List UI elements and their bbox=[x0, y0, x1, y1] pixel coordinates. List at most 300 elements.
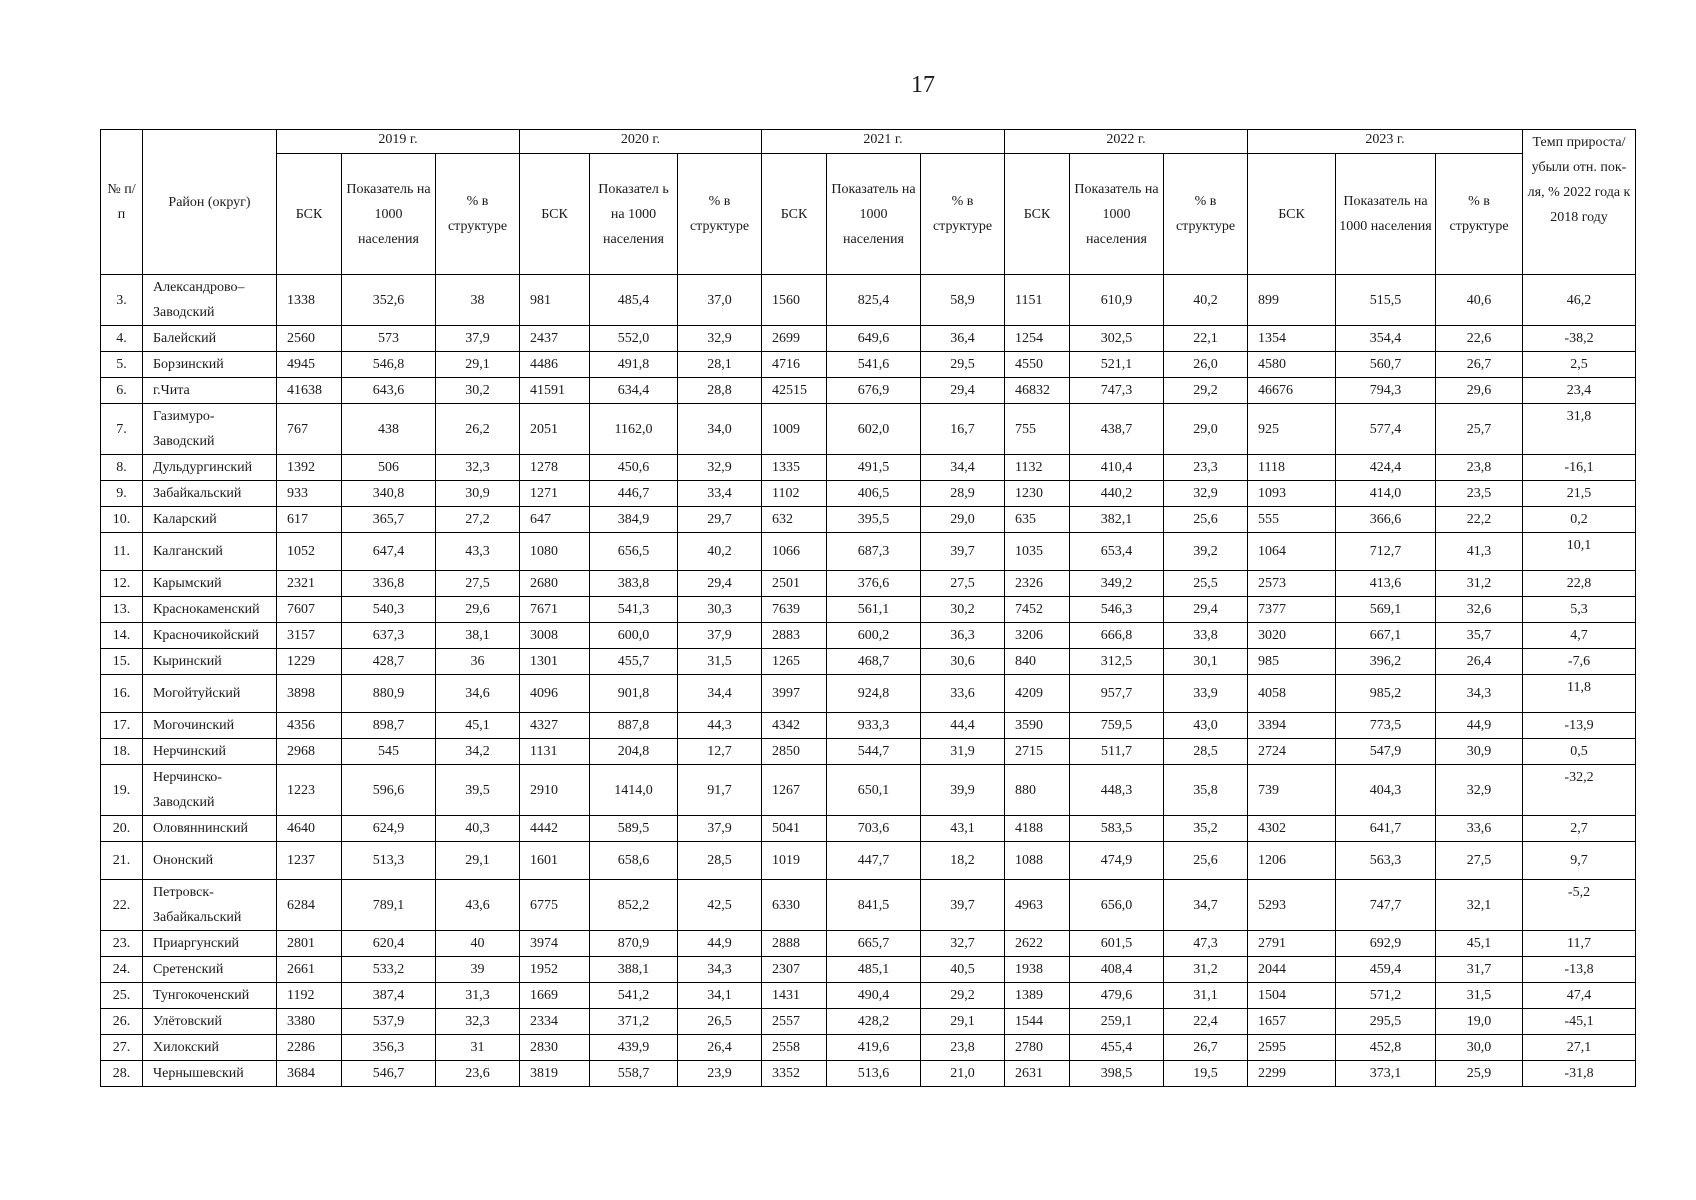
bsk-value: 1019 bbox=[762, 842, 827, 880]
per-1000-value: 544,7 bbox=[827, 739, 921, 765]
per-1000-value: 577,4 bbox=[1336, 404, 1436, 455]
district-name: Каларский bbox=[143, 507, 277, 533]
row-number: 21. bbox=[101, 842, 143, 880]
percent-structure-value: 29,6 bbox=[1436, 378, 1523, 404]
table-row bbox=[101, 1009, 1636, 1035]
percent-structure-value: 34,2 bbox=[436, 739, 520, 765]
table-row bbox=[101, 931, 1636, 957]
bsk-value: 1504 bbox=[1248, 983, 1336, 1009]
per-1000-value: 382,1 bbox=[1070, 507, 1164, 533]
per-1000-value: 541,3 bbox=[590, 597, 678, 623]
district-name: Приаргунский bbox=[143, 931, 277, 957]
header-percent-structure: % в структуре bbox=[436, 154, 520, 275]
growth-rate-value: 9,7 bbox=[1523, 842, 1636, 880]
row-number: 24. bbox=[101, 957, 143, 983]
percent-structure-value: 23,3 bbox=[1164, 455, 1248, 481]
bsk-value: 2299 bbox=[1248, 1061, 1336, 1087]
row-number: 8. bbox=[101, 455, 143, 481]
percent-structure-value: 22,1 bbox=[1164, 326, 1248, 352]
table-row bbox=[101, 404, 1636, 455]
district-name: Газимуро-Заводский bbox=[143, 404, 277, 455]
per-1000-value: 658,6 bbox=[590, 842, 678, 880]
bsk-value: 3020 bbox=[1248, 623, 1336, 649]
header-per-1000: Показатель на 1000 населения bbox=[827, 154, 921, 275]
percent-structure-value: 44,9 bbox=[678, 931, 762, 957]
per-1000-value: 302,5 bbox=[1070, 326, 1164, 352]
bsk-value: 925 bbox=[1248, 404, 1336, 455]
percent-structure-value: 91,7 bbox=[678, 765, 762, 816]
percent-structure-value: 42,5 bbox=[678, 880, 762, 931]
bsk-value: 2307 bbox=[762, 957, 827, 983]
per-1000-value: 650,1 bbox=[827, 765, 921, 816]
row-number: 18. bbox=[101, 739, 143, 765]
growth-rate-value: 10,1 bbox=[1523, 533, 1636, 571]
bsk-value: 1938 bbox=[1005, 957, 1070, 983]
percent-structure-value: 31,2 bbox=[1164, 957, 1248, 983]
per-1000-value: 485,4 bbox=[590, 275, 678, 326]
growth-rate-value: -7,6 bbox=[1523, 649, 1636, 675]
percent-structure-value: 25,6 bbox=[1164, 507, 1248, 533]
header-bsk: БСК bbox=[1005, 154, 1070, 275]
percent-structure-value: 36 bbox=[436, 649, 520, 675]
bsk-value: 2715 bbox=[1005, 739, 1070, 765]
district-name: Балейский bbox=[143, 326, 277, 352]
per-1000-value: 521,1 bbox=[1070, 352, 1164, 378]
growth-rate-value: 11,8 bbox=[1523, 675, 1636, 713]
percent-structure-value: 32,3 bbox=[436, 455, 520, 481]
bsk-value: 5293 bbox=[1248, 880, 1336, 931]
percent-structure-value: 32,9 bbox=[678, 455, 762, 481]
percent-structure-value: 29,5 bbox=[921, 352, 1005, 378]
bsk-value: 1118 bbox=[1248, 455, 1336, 481]
bsk-value: 2724 bbox=[1248, 739, 1336, 765]
district-name: Могойтуйский bbox=[143, 675, 277, 713]
row-number: 9. bbox=[101, 481, 143, 507]
percent-structure-value: 32,6 bbox=[1436, 597, 1523, 623]
row-number: 3. bbox=[101, 275, 143, 326]
bsk-value: 2557 bbox=[762, 1009, 827, 1035]
growth-rate-value: -38,2 bbox=[1523, 326, 1636, 352]
header-per-1000: Показатель на 1000 населения bbox=[342, 154, 436, 275]
per-1000-value: 589,5 bbox=[590, 816, 678, 842]
per-1000-value: 545 bbox=[342, 739, 436, 765]
bsk-value: 2680 bbox=[520, 571, 590, 597]
district-name: Нерчинско-Заводский bbox=[143, 765, 277, 816]
per-1000-value: 438,7 bbox=[1070, 404, 1164, 455]
bsk-value: 2622 bbox=[1005, 931, 1070, 957]
per-1000-value: 506 bbox=[342, 455, 436, 481]
per-1000-value: 404,3 bbox=[1336, 765, 1436, 816]
percent-structure-value: 31,1 bbox=[1164, 983, 1248, 1009]
per-1000-value: 340,8 bbox=[342, 481, 436, 507]
per-1000-value: 933,3 bbox=[827, 713, 921, 739]
district-name: Петровск-Забайкальский bbox=[143, 880, 277, 931]
header-percent-structure: % в структуре bbox=[1164, 154, 1248, 275]
per-1000-value: 546,7 bbox=[342, 1061, 436, 1087]
district-name: Кыринский bbox=[143, 649, 277, 675]
growth-rate-value: 0,5 bbox=[1523, 739, 1636, 765]
district-name: Ононский bbox=[143, 842, 277, 880]
per-1000-value: 583,5 bbox=[1070, 816, 1164, 842]
percent-structure-value: 12,7 bbox=[678, 739, 762, 765]
percent-structure-value: 30,6 bbox=[921, 649, 1005, 675]
growth-rate-value: 2,5 bbox=[1523, 352, 1636, 378]
row-number: 15. bbox=[101, 649, 143, 675]
bsk-value: 3819 bbox=[520, 1061, 590, 1087]
percent-structure-value: 38,1 bbox=[436, 623, 520, 649]
growth-rate-value: -32,2 bbox=[1523, 765, 1636, 816]
bsk-value: 2801 bbox=[277, 931, 342, 957]
percent-structure-value: 29,4 bbox=[1164, 597, 1248, 623]
bsk-value: 635 bbox=[1005, 507, 1070, 533]
percent-structure-value: 39,2 bbox=[1164, 533, 1248, 571]
bsk-value: 981 bbox=[520, 275, 590, 326]
bsk-value: 42515 bbox=[762, 378, 827, 404]
percent-structure-value: 31,5 bbox=[1436, 983, 1523, 1009]
row-number: 17. bbox=[101, 713, 143, 739]
percent-structure-value: 33,9 bbox=[1164, 675, 1248, 713]
percent-structure-value: 29,7 bbox=[678, 507, 762, 533]
percent-structure-value: 34,1 bbox=[678, 983, 762, 1009]
per-1000-value: 371,2 bbox=[590, 1009, 678, 1035]
percent-structure-value: 35,8 bbox=[1164, 765, 1248, 816]
per-1000-value: 571,2 bbox=[1336, 983, 1436, 1009]
per-1000-value: 410,4 bbox=[1070, 455, 1164, 481]
percent-structure-value: 30,0 bbox=[1436, 1035, 1523, 1061]
row-number: 10. bbox=[101, 507, 143, 533]
bsk-value: 1223 bbox=[277, 765, 342, 816]
header-year-2023: 2023 г. bbox=[1248, 130, 1523, 154]
header-district: Район (округ) bbox=[143, 130, 277, 275]
per-1000-value: 440,2 bbox=[1070, 481, 1164, 507]
table-row bbox=[101, 378, 1636, 404]
percent-structure-value: 36,3 bbox=[921, 623, 1005, 649]
per-1000-value: 383,8 bbox=[590, 571, 678, 597]
percent-structure-value: 29,1 bbox=[436, 352, 520, 378]
percent-structure-value: 40,6 bbox=[1436, 275, 1523, 326]
district-name: Тунгокоченский bbox=[143, 983, 277, 1009]
row-number: 16. bbox=[101, 675, 143, 713]
per-1000-value: 901,8 bbox=[590, 675, 678, 713]
per-1000-value: 448,3 bbox=[1070, 765, 1164, 816]
district-name: Улётовский bbox=[143, 1009, 277, 1035]
bsk-value: 4486 bbox=[520, 352, 590, 378]
per-1000-value: 692,9 bbox=[1336, 931, 1436, 957]
bsk-value: 2560 bbox=[277, 326, 342, 352]
bsk-value: 1237 bbox=[277, 842, 342, 880]
bsk-value: 1192 bbox=[277, 983, 342, 1009]
percent-structure-value: 44,9 bbox=[1436, 713, 1523, 739]
percent-structure-value: 47,3 bbox=[1164, 931, 1248, 957]
bsk-value: 46832 bbox=[1005, 378, 1070, 404]
percent-structure-value: 26,7 bbox=[1436, 352, 1523, 378]
bsk-value: 7607 bbox=[277, 597, 342, 623]
percent-structure-value: 44,4 bbox=[921, 713, 1005, 739]
per-1000-value: 413,6 bbox=[1336, 571, 1436, 597]
percent-structure-value: 29,4 bbox=[678, 571, 762, 597]
row-number: 27. bbox=[101, 1035, 143, 1061]
row-number: 6. bbox=[101, 378, 143, 404]
percent-structure-value: 29,4 bbox=[921, 378, 1005, 404]
per-1000-value: 600,0 bbox=[590, 623, 678, 649]
header-growth-rate: Темп прироста/ убыли отн. пок-ля, % 2022 года к 2018 году bbox=[1523, 130, 1636, 275]
bsk-value: 632 bbox=[762, 507, 827, 533]
table-row bbox=[101, 481, 1636, 507]
bsk-value: 3206 bbox=[1005, 623, 1070, 649]
table-row bbox=[101, 1061, 1636, 1087]
district-name: Борзинский bbox=[143, 352, 277, 378]
bsk-value: 1151 bbox=[1005, 275, 1070, 326]
district-name: Карымский bbox=[143, 571, 277, 597]
percent-structure-value: 45,1 bbox=[1436, 931, 1523, 957]
percent-structure-value: 39,5 bbox=[436, 765, 520, 816]
percent-structure-value: 19,0 bbox=[1436, 1009, 1523, 1035]
per-1000-value: 552,0 bbox=[590, 326, 678, 352]
per-1000-value: 676,9 bbox=[827, 378, 921, 404]
per-1000-value: 204,8 bbox=[590, 739, 678, 765]
percent-structure-value: 34,3 bbox=[678, 957, 762, 983]
per-1000-value: 641,7 bbox=[1336, 816, 1436, 842]
per-1000-value: 354,4 bbox=[1336, 326, 1436, 352]
row-number: 7. bbox=[101, 404, 143, 455]
header-year-2020: 2020 г. bbox=[520, 130, 762, 154]
per-1000-value: 563,3 bbox=[1336, 842, 1436, 880]
header-bsk: БСК bbox=[762, 154, 827, 275]
bsk-value: 840 bbox=[1005, 649, 1070, 675]
table-row bbox=[101, 983, 1636, 1009]
bsk-value: 3898 bbox=[277, 675, 342, 713]
percent-structure-value: 43,6 bbox=[436, 880, 520, 931]
row-number: 23. bbox=[101, 931, 143, 957]
percent-structure-value: 27,5 bbox=[921, 571, 1005, 597]
bsk-value: 1088 bbox=[1005, 842, 1070, 880]
per-1000-value: 558,7 bbox=[590, 1061, 678, 1087]
per-1000-value: 759,5 bbox=[1070, 713, 1164, 739]
percent-structure-value: 37,9 bbox=[436, 326, 520, 352]
per-1000-value: 561,1 bbox=[827, 597, 921, 623]
bsk-value: 7671 bbox=[520, 597, 590, 623]
percent-structure-value: 31,3 bbox=[436, 983, 520, 1009]
growth-rate-value: 0,2 bbox=[1523, 507, 1636, 533]
bsk-value: 5041 bbox=[762, 816, 827, 842]
bsk-value: 755 bbox=[1005, 404, 1070, 455]
percent-structure-value: 32,3 bbox=[436, 1009, 520, 1035]
header-year-2021: 2021 г. bbox=[762, 130, 1005, 154]
bsk-value: 4640 bbox=[277, 816, 342, 842]
row-number: 12. bbox=[101, 571, 143, 597]
percent-structure-value: 45,1 bbox=[436, 713, 520, 739]
percent-structure-value: 33,4 bbox=[678, 481, 762, 507]
percent-structure-value: 34,3 bbox=[1436, 675, 1523, 713]
per-1000-value: 398,5 bbox=[1070, 1061, 1164, 1087]
per-1000-value: 569,1 bbox=[1336, 597, 1436, 623]
per-1000-value: 825,4 bbox=[827, 275, 921, 326]
per-1000-value: 450,6 bbox=[590, 455, 678, 481]
percent-structure-value: 34,7 bbox=[1164, 880, 1248, 931]
percent-structure-value: 33,6 bbox=[921, 675, 1005, 713]
percent-structure-value: 30,9 bbox=[1436, 739, 1523, 765]
bsk-value: 1080 bbox=[520, 533, 590, 571]
per-1000-value: 396,2 bbox=[1336, 649, 1436, 675]
bsk-value: 1229 bbox=[277, 649, 342, 675]
per-1000-value: 665,7 bbox=[827, 931, 921, 957]
bsk-value: 41638 bbox=[277, 378, 342, 404]
district-name: Дульдургинский bbox=[143, 455, 277, 481]
per-1000-value: 419,6 bbox=[827, 1035, 921, 1061]
per-1000-value: 656,5 bbox=[590, 533, 678, 571]
per-1000-value: 384,9 bbox=[590, 507, 678, 533]
district-name: Нерчинский bbox=[143, 739, 277, 765]
percent-structure-value: 28,8 bbox=[678, 378, 762, 404]
per-1000-value: 747,3 bbox=[1070, 378, 1164, 404]
percent-structure-value: 27,5 bbox=[1436, 842, 1523, 880]
percent-structure-value: 29,6 bbox=[436, 597, 520, 623]
percent-structure-value: 34,4 bbox=[921, 455, 1005, 481]
row-number: 5. bbox=[101, 352, 143, 378]
percent-structure-value: 29,0 bbox=[1164, 404, 1248, 455]
per-1000-value: 295,5 bbox=[1336, 1009, 1436, 1035]
table-row bbox=[101, 275, 1636, 326]
per-1000-value: 703,6 bbox=[827, 816, 921, 842]
bsk-value: 1389 bbox=[1005, 983, 1070, 1009]
percent-structure-value: 40 bbox=[436, 931, 520, 957]
row-number: 13. bbox=[101, 597, 143, 623]
district-name: Сретенский bbox=[143, 957, 277, 983]
bsk-value: 1657 bbox=[1248, 1009, 1336, 1035]
per-1000-value: 985,2 bbox=[1336, 675, 1436, 713]
table-row bbox=[101, 957, 1636, 983]
per-1000-value: 428,2 bbox=[827, 1009, 921, 1035]
per-1000-value: 712,7 bbox=[1336, 533, 1436, 571]
percent-structure-value: 29,1 bbox=[436, 842, 520, 880]
bsk-value: 1338 bbox=[277, 275, 342, 326]
district-name: Чернышевский bbox=[143, 1061, 277, 1087]
table-row bbox=[101, 352, 1636, 378]
per-1000-value: 452,8 bbox=[1336, 1035, 1436, 1061]
bsk-value: 3684 bbox=[277, 1061, 342, 1087]
growth-rate-value: 2,7 bbox=[1523, 816, 1636, 842]
bsk-value: 3380 bbox=[277, 1009, 342, 1035]
bsk-value: 1392 bbox=[277, 455, 342, 481]
percent-structure-value: 26,7 bbox=[1164, 1035, 1248, 1061]
per-1000-value: 637,3 bbox=[342, 623, 436, 649]
per-1000-value: 352,6 bbox=[342, 275, 436, 326]
per-1000-value: 408,4 bbox=[1070, 957, 1164, 983]
table-header bbox=[101, 130, 1636, 275]
header-percent-structure: % в структуре bbox=[1436, 154, 1523, 275]
per-1000-value: 546,3 bbox=[1070, 597, 1164, 623]
bsk-value: 3590 bbox=[1005, 713, 1070, 739]
percent-structure-value: 26,2 bbox=[436, 404, 520, 455]
bsk-value: 1035 bbox=[1005, 533, 1070, 571]
bsk-value: 4442 bbox=[520, 816, 590, 842]
growth-rate-value: 27,1 bbox=[1523, 1035, 1636, 1061]
bsk-value: 880 bbox=[1005, 765, 1070, 816]
bsk-value: 2595 bbox=[1248, 1035, 1336, 1061]
bsk-value: 4963 bbox=[1005, 880, 1070, 931]
header-year-2019: 2019 г. bbox=[277, 130, 520, 154]
per-1000-value: 439,9 bbox=[590, 1035, 678, 1061]
table-body bbox=[101, 275, 1636, 1087]
bsk-value: 46676 bbox=[1248, 378, 1336, 404]
table-row bbox=[101, 816, 1636, 842]
bsk-value: 555 bbox=[1248, 507, 1336, 533]
row-number: 28. bbox=[101, 1061, 143, 1087]
per-1000-value: 455,4 bbox=[1070, 1035, 1164, 1061]
district-name: г.Чита bbox=[143, 378, 277, 404]
per-1000-value: 546,8 bbox=[342, 352, 436, 378]
per-1000-value: 511,7 bbox=[1070, 739, 1164, 765]
percent-structure-value: 26,4 bbox=[1436, 649, 1523, 675]
percent-structure-value: 40,5 bbox=[921, 957, 1005, 983]
per-1000-value: 560,7 bbox=[1336, 352, 1436, 378]
per-1000-value: 880,9 bbox=[342, 675, 436, 713]
per-1000-value: 602,0 bbox=[827, 404, 921, 455]
bsk-value: 1052 bbox=[277, 533, 342, 571]
per-1000-value: 1414,0 bbox=[590, 765, 678, 816]
percent-structure-value: 33,8 bbox=[1164, 623, 1248, 649]
table-row bbox=[101, 507, 1636, 533]
bsk-value: 1132 bbox=[1005, 455, 1070, 481]
percent-structure-value: 40,3 bbox=[436, 816, 520, 842]
per-1000-value: 1162,0 bbox=[590, 404, 678, 455]
percent-structure-value: 33,6 bbox=[1436, 816, 1523, 842]
per-1000-value: 667,1 bbox=[1336, 623, 1436, 649]
per-1000-value: 479,6 bbox=[1070, 983, 1164, 1009]
bsk-value: 1009 bbox=[762, 404, 827, 455]
percent-structure-value: 27,2 bbox=[436, 507, 520, 533]
percent-structure-value: 35,2 bbox=[1164, 816, 1248, 842]
district-name: Могочинский bbox=[143, 713, 277, 739]
bsk-value: 1544 bbox=[1005, 1009, 1070, 1035]
bsk-value: 2044 bbox=[1248, 957, 1336, 983]
percent-structure-value: 28,5 bbox=[1164, 739, 1248, 765]
percent-structure-value: 23,6 bbox=[436, 1061, 520, 1087]
bsk-value: 2321 bbox=[277, 571, 342, 597]
bsk-value: 7452 bbox=[1005, 597, 1070, 623]
header-bsk: БСК bbox=[277, 154, 342, 275]
per-1000-value: 898,7 bbox=[342, 713, 436, 739]
row-number: 19. bbox=[101, 765, 143, 816]
growth-rate-value: -13,8 bbox=[1523, 957, 1636, 983]
table-row bbox=[101, 326, 1636, 352]
header-per-1000: Показатель на 1000 населения bbox=[1070, 154, 1164, 275]
bsk-value: 1131 bbox=[520, 739, 590, 765]
percent-structure-value: 26,0 bbox=[1164, 352, 1248, 378]
bsk-value: 2791 bbox=[1248, 931, 1336, 957]
table-row bbox=[101, 713, 1636, 739]
percent-structure-value: 23,8 bbox=[1436, 455, 1523, 481]
percent-structure-value: 37,0 bbox=[678, 275, 762, 326]
bsk-value: 6775 bbox=[520, 880, 590, 931]
district-name: Забайкальский bbox=[143, 481, 277, 507]
per-1000-value: 541,2 bbox=[590, 983, 678, 1009]
bsk-value: 4302 bbox=[1248, 816, 1336, 842]
per-1000-value: 438 bbox=[342, 404, 436, 455]
per-1000-value: 515,5 bbox=[1336, 275, 1436, 326]
bsk-value: 4209 bbox=[1005, 675, 1070, 713]
per-1000-value: 794,3 bbox=[1336, 378, 1436, 404]
bsk-value: 2631 bbox=[1005, 1061, 1070, 1087]
bsk-value: 2888 bbox=[762, 931, 827, 957]
per-1000-value: 312,5 bbox=[1070, 649, 1164, 675]
percent-structure-value: 31,2 bbox=[1436, 571, 1523, 597]
table-row bbox=[101, 739, 1636, 765]
percent-structure-value: 26,4 bbox=[678, 1035, 762, 1061]
row-number: 11. bbox=[101, 533, 143, 571]
bsk-value: 767 bbox=[277, 404, 342, 455]
percent-structure-value: 25,5 bbox=[1164, 571, 1248, 597]
